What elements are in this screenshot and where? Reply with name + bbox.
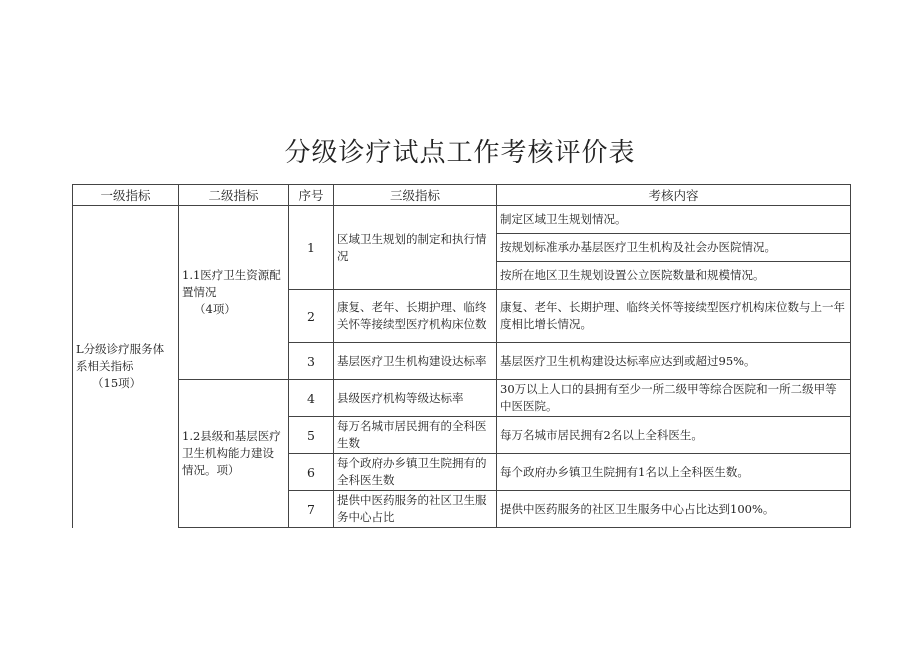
table-row [73, 206, 851, 234]
level2-cell-1 [179, 206, 289, 380]
indicator-cell: 提供中医药服务的社区卫生服务中心占比 [334, 491, 497, 528]
header-seq: 序号 [289, 185, 334, 206]
content-cell: 提供中医药服务的社区卫生服务中心占比达到100%。 [497, 491, 851, 528]
level2-cell-2 [179, 380, 289, 528]
seq-cell: 5 [289, 417, 334, 454]
evaluation-table [72, 184, 851, 528]
header-level2: 二级指标 [179, 185, 289, 206]
seq-cell: 3 [289, 343, 334, 380]
seq-cell: 2 [289, 290, 334, 343]
seq-cell: 6 [289, 454, 334, 491]
content-cell: 按规划标准承办基层医疗卫生机构及社会办医院情况。 [497, 234, 851, 262]
indicator-cell: 基层医疗卫生机构建设达标率 [334, 343, 497, 380]
level2-name: 1.1医疗卫生资源配置情况 [182, 268, 281, 299]
level1-cell [73, 206, 179, 528]
header-level3: 三级指标 [334, 185, 497, 206]
table-row [73, 380, 851, 417]
level2-name: 1.2县级和基层医疗卫生机构能力建设情况。项） [182, 429, 281, 477]
seq-cell: 7 [289, 491, 334, 528]
content-cell: 按所在地区卫生规划设置公立医院数量和规模情况。 [497, 262, 851, 290]
page-title: 分级诊疗试点工作考核评价表 [284, 138, 636, 168]
indicator-cell: 县级医疗机构等级达标率 [334, 380, 497, 417]
content-cell: 康复、老年、长期护理、临终关怀等接续型医疗机构床位数与上一年度相比增长情况。 [497, 290, 851, 343]
header-level1: 一级指标 [73, 185, 179, 206]
content-cell: 基层医疗卫生机构建设达标率应达到或超过95%。 [497, 343, 851, 380]
indicator-cell: 每个政府办乡镇卫生院拥有的全科医生数 [334, 454, 497, 491]
content-cell: 30万以上人口的县拥有至少一所二级甲等综合医院和一所二级甲等中医医院。 [497, 380, 851, 417]
indicator-cell: 康复、老年、长期护理、临终关怀等接续型医疗机构床位数 [334, 290, 497, 343]
header-content: 考核内容 [497, 185, 851, 206]
indicator-cell: 区域卫生规划的制定和执行情况 [334, 206, 497, 290]
level1-name: L分级诊疗服务体系相关指标 [76, 342, 165, 374]
indicator-cell: 每万名城市居民拥有的全科医生数 [334, 417, 497, 454]
content-cell: 每万名城市居民拥有2名以上全科医生。 [497, 417, 851, 454]
content-cell: 制定区域卫生规划情况。 [497, 206, 851, 234]
level2-count: （4项） [194, 302, 236, 316]
seq-cell: 4 [289, 380, 334, 417]
seq-cell: 1 [289, 206, 334, 290]
header-row [73, 185, 851, 206]
content-cell: 每个政府办乡镇卫生院拥有1名以上全科医生数。 [497, 454, 851, 491]
level1-count: （15项） [92, 376, 142, 391]
